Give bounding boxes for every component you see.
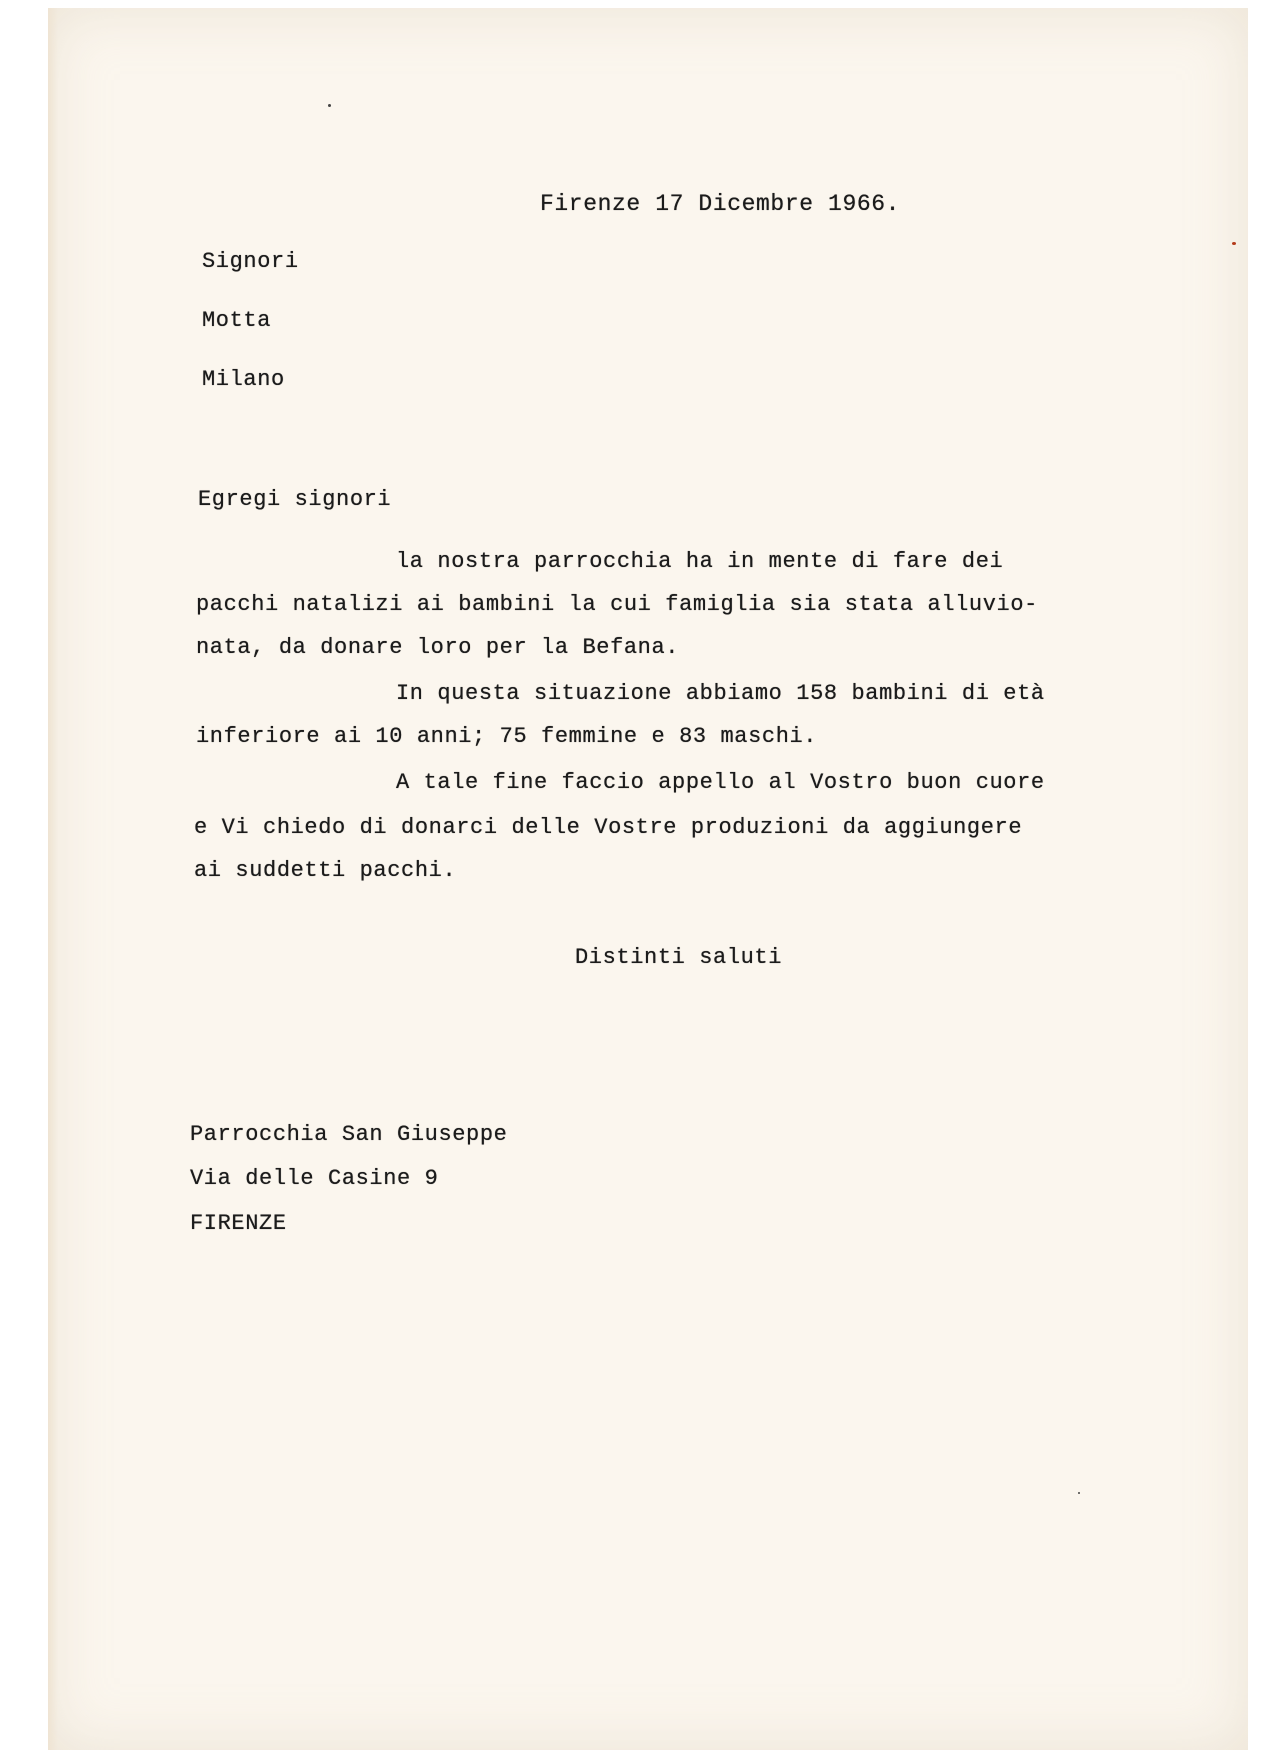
ink-speck (1078, 1492, 1080, 1494)
body-paragraph-1-line-3: nata, da donare loro per la Befana. (196, 635, 680, 660)
sender-name: Parrocchia San Giuseppe (190, 1122, 508, 1147)
closing: Distinti saluti (575, 945, 783, 970)
body-paragraph-1-line-2: pacchi natalizi ai bambini la cui famiglia sia stata alluvio- (196, 592, 1038, 617)
date-line: Firenze 17 Dicembre 1966. (540, 191, 901, 217)
body-paragraph-3-line-3: ai suddetti pacchi. (194, 858, 457, 883)
sender-city: FIRENZE (190, 1211, 287, 1236)
recipient-line-2: Motta (202, 308, 272, 333)
sender-street: Via delle Casine 9 (190, 1166, 439, 1191)
ink-speck (328, 104, 331, 107)
salutation: Egregi signori (198, 487, 392, 512)
body-paragraph-3-line-2: e Vi chiedo di donarci delle Vostre produzioni da aggiungere (194, 815, 1023, 840)
ink-speck (1232, 242, 1236, 245)
body-paragraph-1-line-1: la nostra parrocchia ha in mente di fare dei (396, 549, 1004, 574)
recipient-line-1: Signori (202, 249, 299, 274)
body-paragraph-2-line-2: inferiore ai 10 anni; 75 femmine e 83 maschi. (196, 724, 818, 749)
body-paragraph-3-line-1: A tale fine faccio appello al Vostro buon cuore (396, 770, 1045, 795)
body-paragraph-2-line-1: In questa situazione abbiamo 158 bambini di età (396, 681, 1045, 706)
recipient-line-3: Milano (202, 367, 285, 392)
